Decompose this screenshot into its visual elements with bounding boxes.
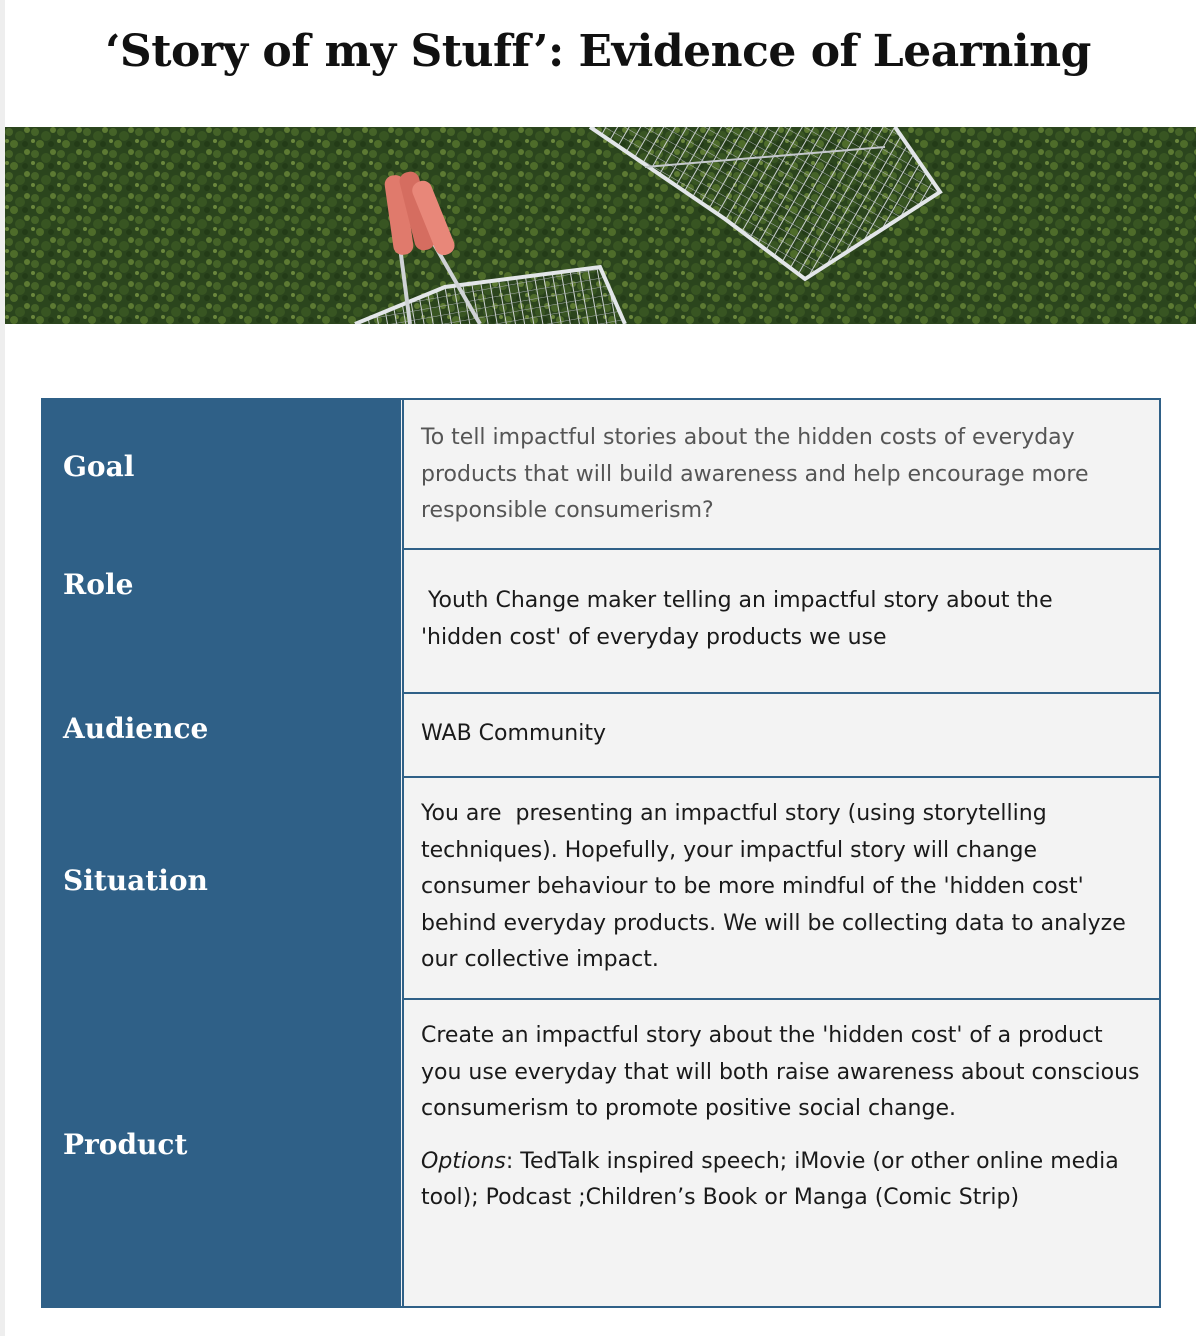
row-role bbox=[43, 550, 1159, 692]
row-label-role: Role bbox=[63, 568, 134, 601]
banner-illustration bbox=[5, 127, 1196, 324]
row-product bbox=[43, 1000, 1159, 1306]
page-title: ‘Story of my Stuff’: Evidence of Learning bbox=[105, 26, 1091, 77]
cell-product bbox=[402, 1000, 1159, 1306]
options-label: Options bbox=[421, 1148, 506, 1174]
cell-role bbox=[402, 550, 1159, 692]
product-text: Create an impactful story about the 'hidden cost' of a product you use everyday that will both raise awareness about conscious consumerism to promote positive social change. bbox=[421, 1023, 1140, 1121]
row-goal bbox=[43, 400, 1159, 548]
row-label-goal: Goal bbox=[63, 450, 135, 483]
row-label-audience: Audience bbox=[63, 712, 209, 745]
goal-text: To tell impactful stories about the hidden costs of everyday products that will build awareness and help encourage more responsible consumerism? bbox=[421, 425, 1089, 523]
grasps-table bbox=[41, 398, 1161, 1308]
product-options bbox=[421, 1144, 1141, 1217]
row-audience bbox=[43, 694, 1159, 776]
role-text: Youth Change maker telling an impactful story about the 'hidden cost' of everyday products we use bbox=[421, 588, 1060, 650]
cell-situation bbox=[402, 778, 1159, 998]
banner-image bbox=[5, 127, 1196, 324]
cell-audience bbox=[402, 694, 1159, 776]
row-label-product: Product bbox=[63, 1128, 188, 1161]
audience-text: WAB Community bbox=[421, 721, 607, 746]
cell-goal bbox=[402, 400, 1159, 548]
options-text: : TedTalk inspired speech; iMovie (or other online media tool); Podcast ;Children’s Book or Manga (Comic Strip) bbox=[421, 1148, 1119, 1210]
row-situation bbox=[43, 778, 1159, 998]
row-label-situation: Situation bbox=[63, 864, 208, 897]
situation-text: You are presenting an impactful story (using storytelling techniques). Hopefully, your impactful story will change consumer behaviour to be more mindful of the 'hidden cost' behind everyday products. We will be collecting data to analyze our collective impact. bbox=[421, 801, 1133, 972]
